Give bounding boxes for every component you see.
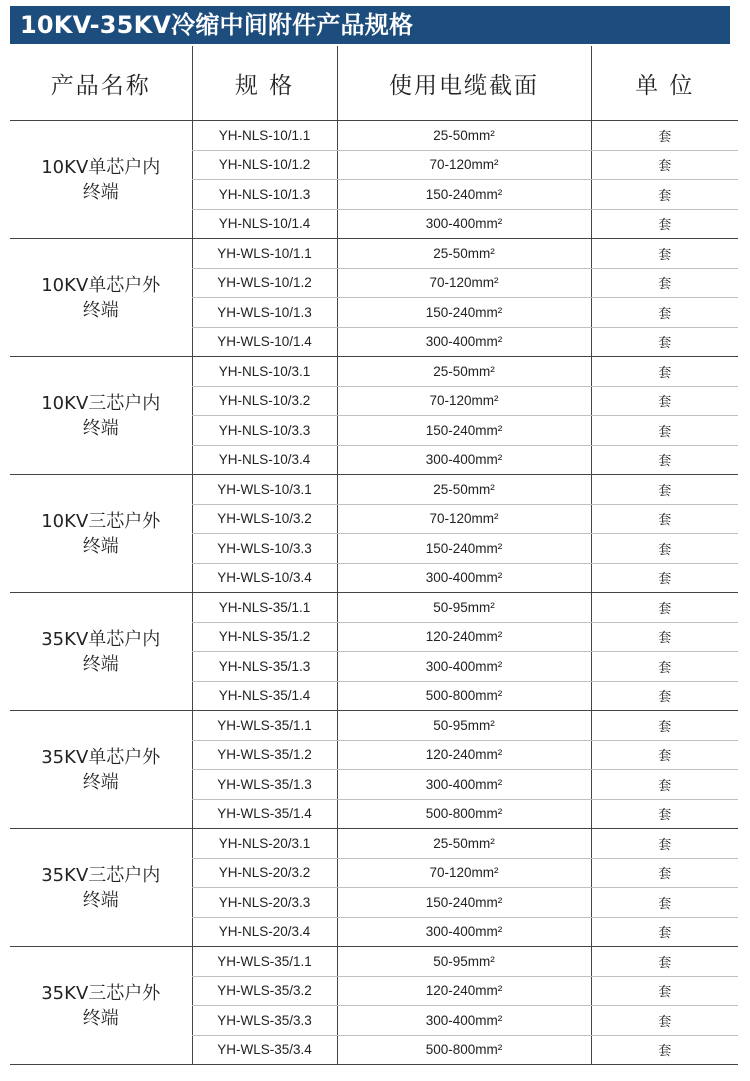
cable-section-cell: 500-800mm² xyxy=(337,681,591,711)
cable-section-cell: 300-400mm² xyxy=(337,652,591,682)
product-name-cell xyxy=(10,593,192,711)
table-row xyxy=(10,593,738,623)
cable-section-cell: 150-240mm² xyxy=(337,416,591,446)
model-cell: YH-WLS-10/1.1 xyxy=(192,239,337,269)
cable-section-cell: 150-240mm² xyxy=(337,888,591,918)
unit-cell: 套 xyxy=(591,711,738,741)
unit-cell: 套 xyxy=(591,268,738,298)
cable-section-cell: 120-240mm² xyxy=(337,622,591,652)
unit-cell: 套 xyxy=(591,475,738,505)
model-cell: YH-WLS-35/1.1 xyxy=(192,947,337,977)
cable-section-cell: 150-240mm² xyxy=(337,298,591,328)
product-name-line1: 10KV三芯户内 xyxy=(41,392,161,414)
model-cell: YH-WLS-10/3.4 xyxy=(192,563,337,593)
unit-cell: 套 xyxy=(591,917,738,947)
unit-cell: 套 xyxy=(591,681,738,711)
model-cell: YH-WLS-35/1.2 xyxy=(192,740,337,770)
cable-section-cell: 500-800mm² xyxy=(337,799,591,829)
unit-cell: 套 xyxy=(591,1035,738,1065)
unit-cell: 套 xyxy=(591,445,738,475)
model-cell: YH-WLS-35/1.3 xyxy=(192,770,337,800)
model-cell: YH-NLS-35/1.3 xyxy=(192,652,337,682)
product-name-line1: 10KV单芯户外 xyxy=(41,274,161,296)
unit-cell: 套 xyxy=(591,770,738,800)
header-unit: 单 位 xyxy=(591,46,738,121)
cable-section-cell: 120-240mm² xyxy=(337,976,591,1006)
unit-cell: 套 xyxy=(591,563,738,593)
model-cell: YH-NLS-35/1.4 xyxy=(192,681,337,711)
unit-cell: 套 xyxy=(591,239,738,269)
product-name-cell xyxy=(10,121,192,239)
cable-section-cell: 300-400mm² xyxy=(337,445,591,475)
product-name-line2: 终端 xyxy=(82,653,119,675)
unit-cell: 套 xyxy=(591,357,738,387)
table-row xyxy=(10,121,738,151)
header-cable-section: 使用电缆截面 xyxy=(337,46,591,121)
unit-cell: 套 xyxy=(591,799,738,829)
cable-section-cell: 70-120mm² xyxy=(337,386,591,416)
cable-section-cell: 150-240mm² xyxy=(337,534,591,564)
product-name-line2: 终端 xyxy=(82,417,119,439)
header-model: 规 格 xyxy=(192,46,337,121)
unit-cell: 套 xyxy=(591,386,738,416)
cable-section-cell: 150-240mm² xyxy=(337,180,591,210)
table-row xyxy=(10,829,738,859)
header-product-name: 产品名称 xyxy=(10,46,192,121)
table-row xyxy=(10,711,738,741)
cable-section-cell: 300-400mm² xyxy=(337,770,591,800)
model-cell: YH-NLS-10/1.1 xyxy=(192,121,337,151)
cable-section-cell: 25-50mm² xyxy=(337,239,591,269)
model-cell: YH-NLS-10/3.1 xyxy=(192,357,337,387)
model-cell: YH-WLS-10/3.1 xyxy=(192,475,337,505)
product-name-line2: 终端 xyxy=(82,889,119,911)
cable-section-cell: 300-400mm² xyxy=(337,563,591,593)
cable-section-cell: 70-120mm² xyxy=(337,150,591,180)
product-name-cell xyxy=(10,357,192,475)
table-header-row xyxy=(10,46,738,121)
unit-cell: 套 xyxy=(591,1006,738,1036)
model-cell: YH-WLS-10/1.4 xyxy=(192,327,337,357)
model-cell: YH-WLS-35/1.4 xyxy=(192,799,337,829)
cable-section-cell: 70-120mm² xyxy=(337,268,591,298)
unit-cell: 套 xyxy=(591,652,738,682)
cable-section-cell: 25-50mm² xyxy=(337,829,591,859)
product-name-line2: 终端 xyxy=(82,181,119,203)
unit-cell: 套 xyxy=(591,416,738,446)
model-cell: YH-WLS-35/1.1 xyxy=(192,711,337,741)
table-row xyxy=(10,357,738,387)
cable-section-cell: 300-400mm² xyxy=(337,917,591,947)
cable-section-cell: 120-240mm² xyxy=(337,740,591,770)
model-cell: YH-NLS-20/3.4 xyxy=(192,917,337,947)
unit-cell: 套 xyxy=(591,504,738,534)
unit-cell: 套 xyxy=(591,327,738,357)
cable-section-cell: 300-400mm² xyxy=(337,209,591,239)
model-cell: YH-NLS-20/3.1 xyxy=(192,829,337,859)
product-name-line2: 终端 xyxy=(82,535,119,557)
model-cell: YH-WLS-10/1.2 xyxy=(192,268,337,298)
product-name-cell xyxy=(10,711,192,829)
cable-section-cell: 25-50mm² xyxy=(337,357,591,387)
model-cell: YH-WLS-10/1.3 xyxy=(192,298,337,328)
cable-section-cell: 50-95mm² xyxy=(337,711,591,741)
product-name-line2: 终端 xyxy=(82,771,119,793)
model-cell: YH-NLS-10/1.2 xyxy=(192,150,337,180)
model-cell: YH-NLS-20/3.3 xyxy=(192,888,337,918)
cable-section-cell: 25-50mm² xyxy=(337,121,591,151)
model-cell: YH-NLS-35/1.1 xyxy=(192,593,337,623)
unit-cell: 套 xyxy=(591,593,738,623)
product-name-line1: 10KV单芯户内 xyxy=(41,156,161,178)
page-title: 10KV-35KV冷缩中间附件产品规格 xyxy=(10,6,730,44)
cable-section-cell: 70-120mm² xyxy=(337,858,591,888)
unit-cell: 套 xyxy=(591,888,738,918)
cable-section-cell: 300-400mm² xyxy=(337,1006,591,1036)
spec-table xyxy=(10,46,738,1065)
unit-cell: 套 xyxy=(591,622,738,652)
model-cell: YH-NLS-10/1.3 xyxy=(192,180,337,210)
model-cell: YH-WLS-35/3.2 xyxy=(192,976,337,1006)
model-cell: YH-NLS-10/3.2 xyxy=(192,386,337,416)
cable-section-cell: 70-120mm² xyxy=(337,504,591,534)
model-cell: YH-NLS-10/3.3 xyxy=(192,416,337,446)
product-name-line1: 35KV单芯户内 xyxy=(41,628,161,650)
product-name-line1: 10KV三芯户外 xyxy=(41,510,161,532)
product-name-line1: 35KV单芯户外 xyxy=(41,746,161,768)
product-name-line1: 35KV三芯户内 xyxy=(41,864,161,886)
cable-section-cell: 25-50mm² xyxy=(337,475,591,505)
product-name-cell xyxy=(10,239,192,357)
product-name-line1: 35KV三芯户外 xyxy=(41,982,161,1004)
product-name-cell xyxy=(10,947,192,1065)
table-row xyxy=(10,239,738,269)
unit-cell: 套 xyxy=(591,209,738,239)
unit-cell: 套 xyxy=(591,740,738,770)
unit-cell: 套 xyxy=(591,121,738,151)
spec-table-body xyxy=(10,121,738,1065)
cable-section-cell: 50-95mm² xyxy=(337,947,591,977)
unit-cell: 套 xyxy=(591,150,738,180)
unit-cell: 套 xyxy=(591,534,738,564)
model-cell: YH-WLS-35/3.4 xyxy=(192,1035,337,1065)
cable-section-cell: 300-400mm² xyxy=(337,327,591,357)
unit-cell: 套 xyxy=(591,180,738,210)
model-cell: YH-WLS-35/3.3 xyxy=(192,1006,337,1036)
table-row xyxy=(10,475,738,505)
unit-cell: 套 xyxy=(591,947,738,977)
product-name-cell xyxy=(10,475,192,593)
table-row xyxy=(10,947,738,977)
product-name-line2: 终端 xyxy=(82,299,119,321)
product-name-cell xyxy=(10,829,192,947)
unit-cell: 套 xyxy=(591,976,738,1006)
unit-cell: 套 xyxy=(591,829,738,859)
model-cell: YH-WLS-10/3.3 xyxy=(192,534,337,564)
model-cell: YH-NLS-10/1.4 xyxy=(192,209,337,239)
unit-cell: 套 xyxy=(591,298,738,328)
product-name-line2: 终端 xyxy=(82,1007,119,1029)
model-cell: YH-NLS-35/1.2 xyxy=(192,622,337,652)
cable-section-cell: 500-800mm² xyxy=(337,1035,591,1065)
cable-section-cell: 50-95mm² xyxy=(337,593,591,623)
model-cell: YH-WLS-10/3.2 xyxy=(192,504,337,534)
model-cell: YH-NLS-10/3.4 xyxy=(192,445,337,475)
model-cell: YH-NLS-20/3.2 xyxy=(192,858,337,888)
unit-cell: 套 xyxy=(591,858,738,888)
